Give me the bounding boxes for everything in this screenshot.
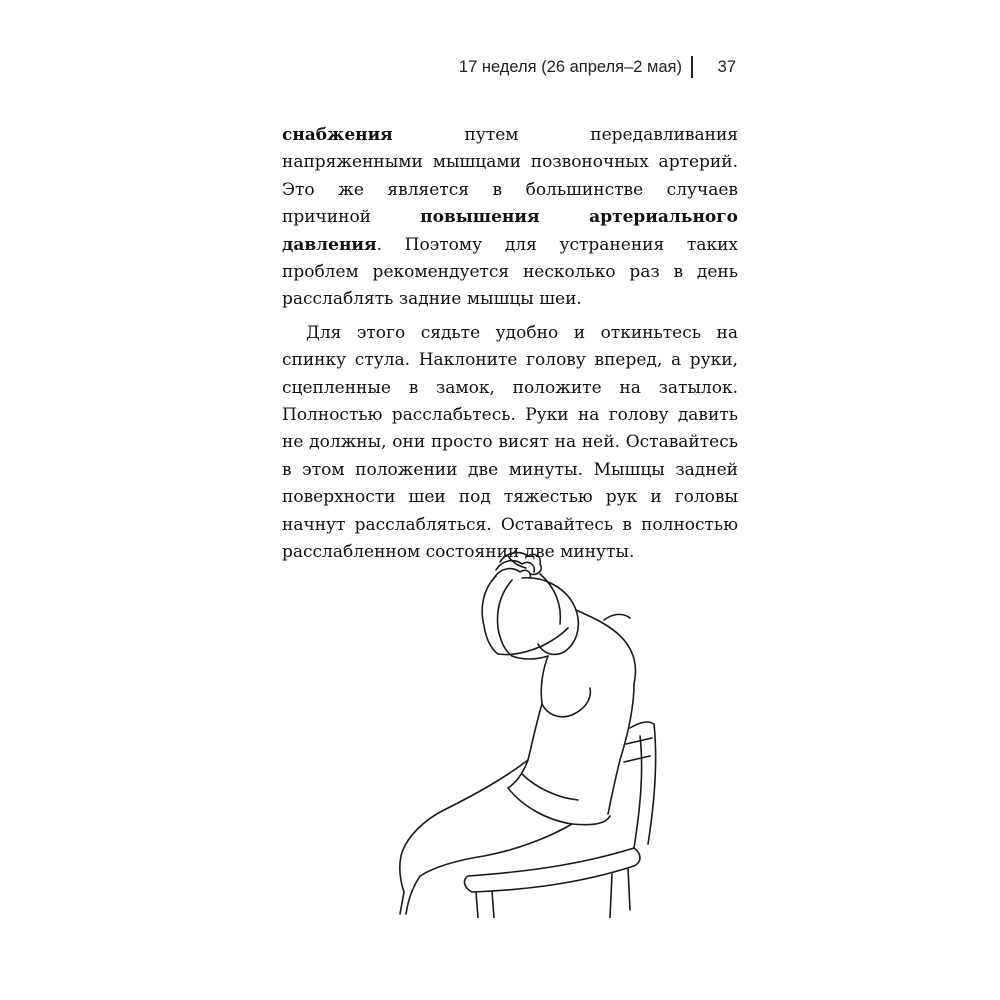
body-text <box>282 122 738 567</box>
bold-term-blood-pressure: повышения артериального давления <box>282 207 738 255</box>
running-head-divider <box>691 56 693 78</box>
exercise-illustration <box>372 548 672 918</box>
paragraph-2: Для этого сядьте удобно и откиньтесь на спинку стула. Наклоните голову вперед, а руки, сцепленные в замок, положите на затылок. Полностью расслабьтесь. Руки на голову давить не должны, они просто висят на ней. Оставайтесь в этом положении две минуты. Мышцы задней поверхности шеи под тяжестью рук и головы начнут расслабляться. Оставайтесь в полностью расслабленном состоянии две минуты. <box>282 322 738 563</box>
paragraph-1 <box>282 122 738 314</box>
running-head <box>458 56 740 82</box>
bold-term-supply: снабжения <box>282 125 393 145</box>
running-head-section: 17 неделя (26 апреля–2 мая) <box>458 58 682 76</box>
page-number: 37 <box>717 58 736 76</box>
paragraph-1-text-a: путем передавливания напряженными мышцами позвоночных артерий. Это же является в большинстве случаев причиной <box>282 125 738 228</box>
seated-woman-neck-stretch-icon <box>372 548 672 918</box>
paragraph-1-text-b: . Поэтому для устранения таких проблем рекомендуется несколько раз в день расслаблять задние мышцы шеи. <box>282 234 738 310</box>
